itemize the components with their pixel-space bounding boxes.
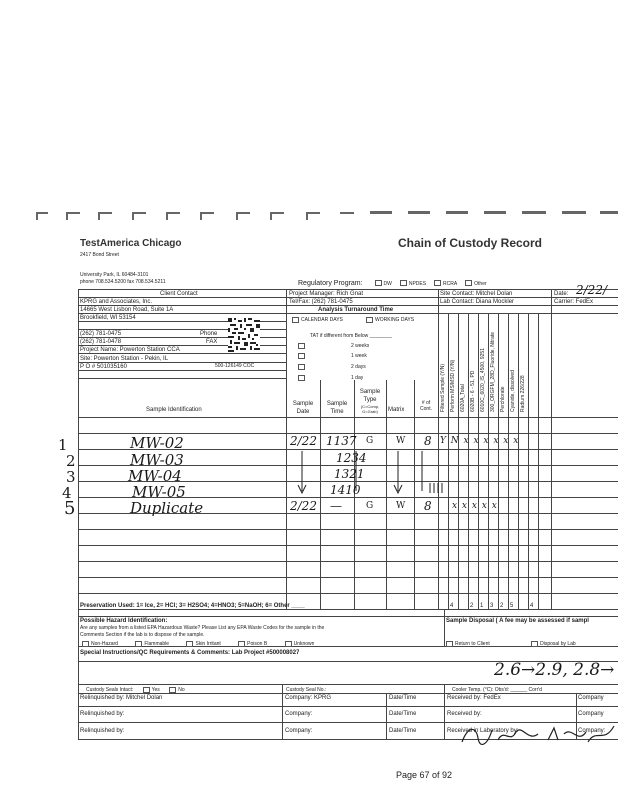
preservation-code: 3	[490, 603, 494, 609]
header-sample-time: Sample Time	[326, 401, 348, 415]
sample-time: 1137	[326, 434, 357, 448]
company-1: Company: KPRG	[285, 695, 332, 701]
received-3: Received in Laboratory by:	[447, 728, 519, 734]
lab-phone: phone 708.534.5200 fax 708.534.5211	[80, 279, 166, 285]
custody-yes[interactable]: Yes	[151, 687, 160, 693]
sample-marks: Y N x x x x x x	[440, 436, 520, 446]
sample-cont: 8	[424, 499, 432, 513]
tat-different: TAT if different from Below ________	[310, 333, 392, 339]
preservation-code: 4	[450, 603, 454, 609]
tat-calendar-option[interactable]: CALENDAR DAYS	[292, 316, 343, 324]
sample-matrix: W	[396, 436, 406, 446]
client-phone-label: Phone	[200, 331, 218, 337]
ditto-arrows-icon	[286, 449, 446, 497]
analysis-col-filtered: Filtered Sample (Y/N)	[440, 363, 446, 412]
custody-seal-no: Custody Seal No.:	[286, 687, 327, 693]
lab-city: University Park, IL 60484-3101	[80, 272, 149, 278]
datetime-1: Date/Time	[389, 695, 417, 701]
sample-matrix: W	[396, 501, 406, 511]
reg-option-rcra[interactable]: RCRA	[443, 281, 458, 287]
sample-type: G	[366, 501, 374, 511]
sample-id: Duplicate	[130, 499, 204, 517]
client-company: KPRG and Associates, Inc.	[80, 299, 153, 305]
company-3: Company:	[285, 728, 313, 734]
datetime-2: Date/Time	[389, 711, 417, 717]
qr-barcode-icon	[228, 318, 260, 352]
sample-cont: 8	[424, 434, 432, 448]
hazard-options	[82, 640, 314, 648]
preservation-code: 2	[500, 603, 504, 609]
site-name: Site: Powerton Station - Pekin, IL	[80, 356, 169, 362]
analysis-col-perchlorate: Perchlorate	[500, 386, 506, 412]
header-containers: # of Cont.	[420, 400, 432, 412]
regulatory-program	[298, 280, 487, 288]
hazard-unknown[interactable]: Unknown	[293, 641, 315, 647]
sample-time: 1234	[336, 451, 367, 465]
reg-option-other[interactable]: Other	[474, 281, 487, 287]
form-title: Chain of Custody Record	[398, 236, 543, 250]
lab-address: 2417 Bond Street	[80, 252, 119, 258]
header-matrix: Matrix	[388, 407, 405, 413]
analysis-col-radium: Radium 226/228	[520, 375, 526, 412]
company2-3: Company:	[578, 728, 606, 734]
lab-contact: Lab Contact: Diana Mockler	[440, 299, 515, 305]
relinquished-2: Relinquished by:	[80, 711, 125, 717]
company2-2: Company	[578, 711, 604, 717]
hazard-label: Possible Hazard Identification:	[80, 618, 168, 624]
coc-number: 500-126149 COC	[215, 363, 255, 369]
analysis-col-6020b: 6020B - 6 - 51, PD	[470, 370, 476, 412]
sample-id: MW-02	[130, 434, 184, 452]
header-sample-type-sub: (C=Comp, G=Grab)	[360, 404, 380, 414]
received-1: Received by: FedEx	[447, 695, 501, 701]
client-fax-label: FAX	[206, 339, 218, 345]
tat-1-week[interactable]: 1 week	[298, 352, 367, 360]
reg-option-dw[interactable]: DW	[383, 281, 392, 287]
preservation-code: 1	[480, 603, 484, 609]
sample-marks: x x x x x	[452, 501, 498, 511]
sample-id: MW-03	[130, 451, 184, 469]
hazard-flammable[interactable]: Flammable	[144, 641, 170, 647]
cooler-temp: Cooler Temp. (°C): Obs'd: ______ Corr'd	[452, 687, 542, 693]
project-manager: Project Manager: Rich Gnat	[289, 291, 364, 297]
hazard-question: Are any samples from a listed EPA Hazardous Waste? Please List any EPA Waste Codes for the sample in the	[80, 625, 325, 631]
date-label: Date:	[554, 291, 569, 297]
received-2: Received by:	[447, 711, 482, 717]
hazard-non-hazard[interactable]: Non-Hazard	[91, 641, 118, 647]
project-name: Project Name: Powerton Station CCA	[80, 347, 180, 353]
client-phone: (262) 781-0475	[80, 331, 122, 337]
date-value: 2/22/	[576, 283, 607, 297]
sample-date: 2/22	[290, 434, 317, 448]
custody-no[interactable]: No	[178, 687, 185, 693]
row-number: 5	[64, 498, 76, 519]
sample-date: 2/22	[290, 499, 317, 513]
analysis-col-6010c: 6010C_6020_IS_4500, 9251	[480, 348, 486, 412]
page-number: Page 67 of 92	[396, 770, 453, 780]
relinquished-3: Relinquished by:	[80, 728, 125, 734]
analysis-col-cyanide: Cyanide, dissolved	[510, 370, 516, 412]
preservation-used: Preservation Used: 1= Ice, 2= HCl; 3= H2SO4; 4=HNO3; 5=NaOH; 6= Other ____	[80, 603, 305, 609]
sample-time: 1321	[334, 467, 365, 481]
tat-working-option[interactable]: WORKING DAYS	[366, 316, 414, 324]
datetime-3: Date/Time	[389, 728, 417, 734]
site-contact: Site Contact: Mitchel Dolan	[440, 291, 513, 297]
hazard-comments: Comments Section if the lab is to dispose of the sample.	[80, 632, 205, 638]
company2-1: Company	[578, 695, 604, 701]
company-2: Company:	[285, 711, 313, 717]
row-number: 1	[58, 436, 68, 454]
hazard-skin-irritant[interactable]: Skin Irritant	[195, 641, 221, 647]
po-number: P O # 501035160	[80, 364, 127, 370]
analysis-col-6020a: 6020A_Total	[460, 384, 466, 412]
sample-type: G	[366, 436, 374, 446]
header-sample-type: Sample Type	[359, 389, 381, 403]
hazard-poison-b[interactable]: Poison B	[247, 641, 268, 647]
tat-2-weeks[interactable]: 2 weeks	[298, 342, 369, 350]
client-city: Brookfield, WI 53154	[80, 315, 136, 321]
disposal-label: Sample Disposal ( A fee may be assessed if sampl	[446, 618, 589, 624]
row-number: 2	[66, 452, 76, 470]
cooler-temps: 2.6→2.9, 2.8→	[494, 660, 615, 680]
client-contact-header: Client Contact	[160, 291, 198, 297]
reg-option-npdes[interactable]: NPDES	[408, 281, 427, 287]
relinquished-1: Relinquished by: Mitchel Dolan	[80, 695, 163, 701]
disposal-by-lab[interactable]: Disposal by Lab	[540, 641, 576, 647]
disposal-options	[446, 640, 576, 648]
sample-time: —	[330, 499, 342, 513]
custody-seals: Custody Seals Intact: Yes No	[86, 687, 185, 693]
carrier: Carrier: FedEx	[554, 299, 594, 305]
header-sample-date: Sample Date	[292, 401, 314, 415]
disposal-return[interactable]: Return to Client	[455, 641, 490, 647]
special-instructions: Special Instructions/QC Requirements & Comments: Lab Project #500008027	[80, 650, 300, 656]
client-fax: (262) 781-0478	[80, 339, 122, 345]
preservation-code: 4	[530, 603, 534, 609]
header-sample-id: Sample Identification	[146, 407, 202, 413]
lab-signature-icon	[458, 722, 618, 748]
project-telfax: Tel/Fax: (262) 781-0475	[289, 299, 353, 305]
regulatory-label: Regulatory Program:	[298, 280, 363, 287]
lab-name: TestAmerica Chicago	[80, 238, 182, 249]
tat-2-days[interactable]: 2 days	[298, 363, 366, 371]
row-number: 3	[66, 468, 76, 486]
preservation-code: 2	[470, 603, 474, 609]
sample-time: 1410	[330, 483, 361, 497]
preservation-code: 5	[510, 603, 514, 609]
tat-title: Analysis Turnaround Time	[318, 307, 394, 313]
sample-id: MW-04	[128, 467, 182, 485]
analysis-col-300: 300_ORGFM_28D_Fluoride, Nitrate	[490, 331, 496, 412]
tat-1-day[interactable]: 1 day	[298, 374, 363, 382]
analysis-col-msmsd: Perform MS/MSD (Y/N)	[450, 359, 456, 412]
client-street: 14665 West Lisbon Road, Suite 1A	[80, 307, 174, 313]
sample-id: MW-05	[132, 483, 186, 501]
row-number: 4	[62, 484, 72, 502]
